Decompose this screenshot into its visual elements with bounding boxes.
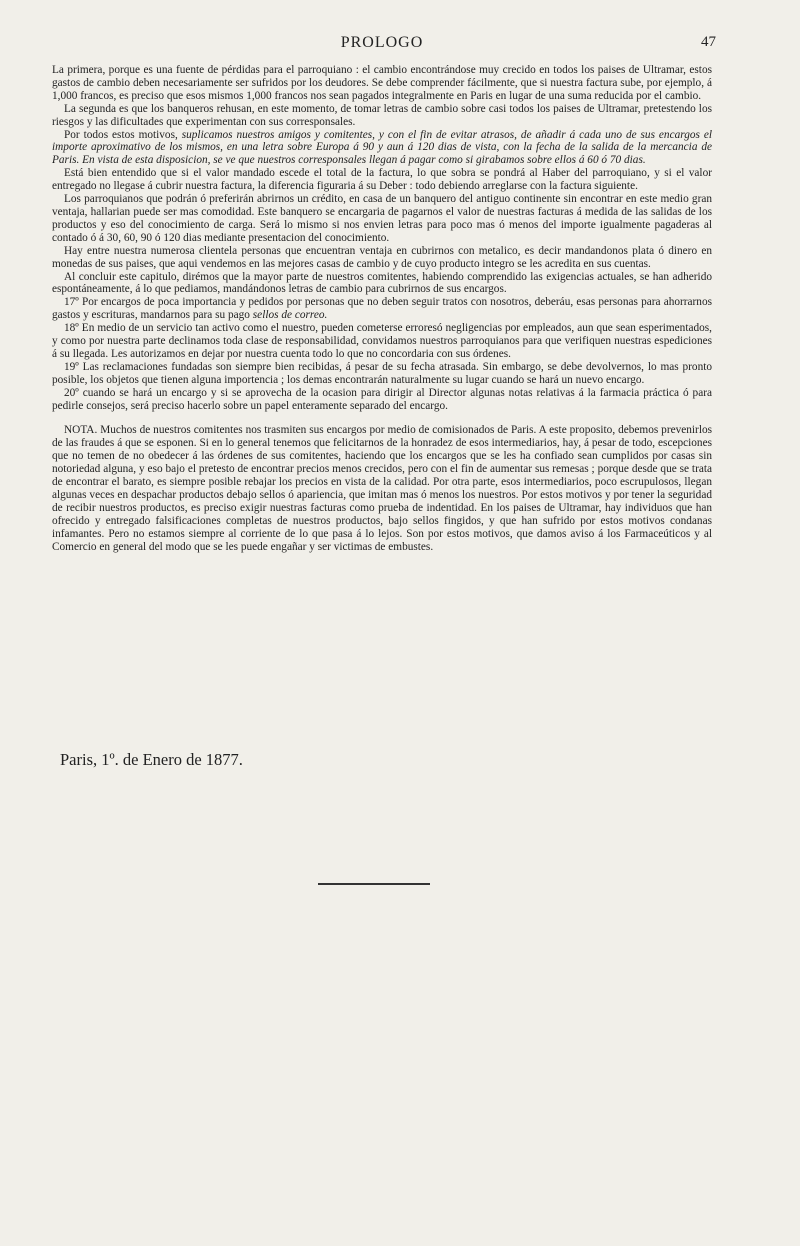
paragraph: 20º cuando se hará un encargo y si se aprovecha de la ocasion para dirigir al Director algunas notas relativas á la farmacia práctica ó para pedirle consejos, será preciso hacerlo sobre un papel enteramente separado del encargo.	[52, 386, 712, 412]
paragraph-lead: 17º Por encargos de poca importancia y pedidos por personas que no deben seguir tratos con nosotros, deberáu, esas personas para ahorrarnos gastos y escrituras, mandarnos para su pago	[52, 296, 712, 322]
paragraph: La primera, porque es una fuente de pérdidas para el parroquiano : el cambio encontrándose muy crecido en todos los paises de Ultramar, estos gastos de cambio deben necesariamente ser sufridos por los deudores. Se debe comprender fácilmente, que si nuestra factura sube, por ejemplo, á 1,000 francos, es preciso que esos mismos 1,000 francos nos sean pagados integralmente en Paris en lugar de una suma reducida por el cambio.	[52, 64, 712, 102]
paragraph-italic: sellos de correo.	[252, 309, 328, 322]
body-text	[52, 64, 712, 554]
divider-rule	[318, 883, 430, 885]
paragraph: Está bien entendido que si el valor mandado escede el total de la factura, lo que sobra se pondrá al Haber del parroquiano, y si el valor entregado no llegase á cubrir nuestra factura, la diferencia figuraria á su Deber : todo debiendo arreglarse con la factura siguiente.	[52, 167, 712, 193]
signature-date: Paris, 1º. de Enero de 1877.	[60, 750, 243, 769]
paragraph: 18º En medio de un servicio tan activo como el nuestro, pueden cometerse erroresó negligencias por empleados, aun que sean esperimentados, y como por nuestra parte declinamos toda clase de responsabilidad, convidamos nuestros parroquianos para que verifiquen nuestras espediciones á su llegada. Les autorizamos en dejar por nuestra cuenta todo lo que no concordaria con sus órdenes.	[52, 322, 712, 360]
paragraph: Los parroquianos que podrán ó preferirán abrirnos un crédito, en casa de un banquero del antiguo continente sin encontrar en este medio gran ventaja, hallarian puede ser mas comodidad. Este banquero se encargaria de pagarnos el valor de nuestras facturas á medida de las salidas de los productos y eso del conocimiento de carga. Será lo mismo si nos envien letras para poco mas ó menos del importe igualmente pagaderas al contado ó á 30, 60, 90 ó 120 dias mediante presentacion del conocimiento.	[52, 193, 712, 244]
note-paragraph	[52, 424, 712, 553]
note-label: NOTA.	[64, 424, 98, 437]
paragraph	[52, 296, 712, 322]
page-number: 47	[701, 34, 716, 50]
page-header	[52, 34, 716, 56]
paragraph: 19º Las reclamaciones fundadas son siempre bien recibidas, á pesar de su fecha atrasada. Sin embargo, se debe devolvernos, lo mas pronto posible, los objetos que tienen alguna importencia ; los demas encontrarán naturalmente su lugar cuando se hará un nuevo encargo.	[52, 360, 712, 386]
paragraph	[52, 129, 712, 168]
page-title: PROLOGO	[340, 34, 424, 51]
note-text: Muchos de nuestros comitentes nos trasmiten sus encargos por medio de comisionados de Paris. A este proposito, debemos prevenirlos de las fraudes á que se esponen. Si en lo general tenemos que felicitarnos de la honradez de esos intermediarios, hay, á pesar de todo, escepciones que no temen de no obedecer á las órdenes de sus comitentes, haciendo que los encargos que se les ha confiado sean cumplidos por casas sin notoriedad alguna, y eso bajo el pretesto de encontrar precios menos crecidos, pero con el fin de aumentar sus remesas ; porque desde que se trata de encontrar el barato, es siempre posible rebajar los precios en vista de la calidad. Por otra parte, esos intermediarios, poco escrupulosos, llegan algunas veces en despachar productos debajo sellos ó apariencia, que imitan mas ó menos los nuestros. Por estos motivos y por tener la seguridad de recibir nuestros productos, es preciso exigir nuestras facturas como prueba de indentidad. En los paises de Ultramar, hay individuos que han ofrecido y entregado falsificaciones completas de nuestros productos, bajo sellos fingidos, y que han sufrido por estos motivos condanas infamantes. Pero no estamos siempre al corriente de lo que pasa á lo lejos. Son por estos motivos, que damos aviso á los Farmaceúticos y al Comercio en general del modo que se les puede engañar y ser victimas de embustes.	[52, 424, 712, 553]
paragraph: Al concluir este capitulo, dirémos que la mayor parte de nuestros comitentes, habiendo comprendido las exigencias actuales, se han adherido espontáneamente, á lo que pediamos, mandándonos letras de cambio para cubrirnos de sus encargos.	[52, 270, 712, 296]
paragraph: Hay entre nuestra numerosa clientela personas que encuentran ventaja en cubrirnos con metalico, es decir mandandonos plata ó dinero en monedas de sus paises, que aqui vendemos en las mejores casas de cambio y de cuyo producto integro se les acredita en sus cuentas.	[52, 244, 712, 270]
paragraph-lead: Por todos estos motivos,	[64, 128, 182, 141]
paragraph-italic: suplicamos nuestros amigos y comitentes, y con el fin de evitar atrasos, de añadir á cada uno de sus encargos el importe aproximativo de los mismos, en una letra sobre Europa á 90 y aun á 120 dias de vista, con la fecha de la salida de la mercancia de Paris. En vista de esta disposicion, se ve que nuestros corresponsales llegan á pagar como si girabamos sobre ellos á 60 ó 70 dias.	[52, 128, 712, 167]
paragraph: La segunda es que los banqueros rehusan, en este momento, de tomar letras de cambio sobre casi todos los paises de Ultramar, pretestendo los riesgos y las dificultades que experimentan con sus corresponsales.	[52, 102, 712, 128]
